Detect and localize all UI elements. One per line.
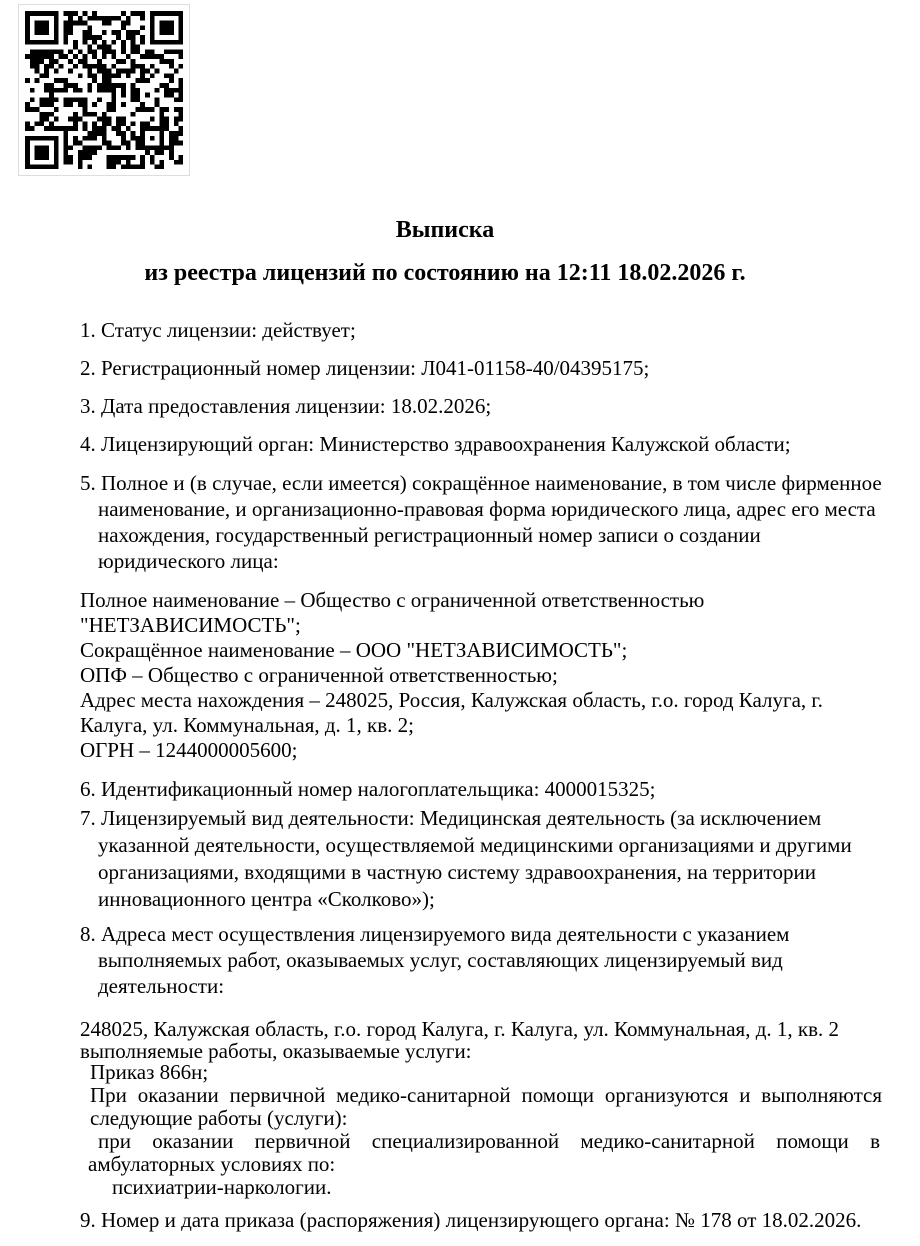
item-9-order-number-date: 9. Номер и дата приказа (распоряжения) лицензирующего органа: № 178 от 18.02.2026. — [80, 1208, 862, 1232]
item-1-license-status: 1. Статус лицензии: действует; — [80, 318, 356, 342]
qr-code — [18, 4, 190, 176]
order-reference: Приказ 866н; — [90, 1060, 209, 1084]
activity-address — [80, 1018, 839, 1062]
text-line: наименование, и организационно-правовая форма юридического лица, адрес его места — [98, 497, 876, 521]
works-services-label: выполняемые работы, оказываемые услуги: — [80, 1039, 472, 1063]
org-address-cont: Калуга, ул. Коммунальная, д. 1, кв. 2; — [80, 713, 415, 737]
item-6-inn: 6. Идентификационный номер налогоплательщика: 4000015325; — [80, 777, 656, 801]
item-4-licensing-authority: 4. Лицензирующий орган: Министерство здравоохранения Калужской области; — [80, 432, 791, 456]
service-line-justified: при оказании первичной специализированной медико-санитарной помощи в — [98, 1129, 880, 1153]
organization-details — [80, 588, 823, 763]
text-line: 8. Адреса мест осуществления лицензируемого вида деятельности с указанием — [80, 922, 790, 946]
document-subtitle: из реестра лицензий по состоянию на 12:11 18.02.2026 г. — [144, 260, 746, 286]
item-2-registration-number: 2. Регистрационный номер лицензии: Л041-01158-40/04395175; — [80, 356, 650, 380]
service-line: следующие работы (услуги): — [90, 1106, 348, 1130]
org-full-name: Полное наименование – Общество с ограниченной ответственностью — [80, 588, 705, 612]
org-address: Адрес места нахождения – 248025, Россия, Калужская область, г.о. город Калуга, г. — [80, 688, 823, 712]
services-list — [88, 1061, 882, 1199]
item-3-grant-date: 3. Дата предоставления лицензии: 18.02.2026; — [80, 394, 492, 418]
text-line: 7. Лицензируемый вид деятельности: Медицинская деятельность (за исключением — [80, 806, 822, 830]
text-line: деятельности: — [98, 974, 225, 998]
service-line-justified: При оказании первичной медико-санитарной помощи организуются и выполняются — [90, 1083, 882, 1107]
text-line: организациями, входящими в частную систему здравоохранения, на территории — [98, 860, 816, 884]
text-line: указанной деятельности, осуществляемой медицинскими организациями и другими — [98, 833, 852, 857]
text-line: 5. Полное и (в случае, если имеется) сокращённое наименование, в том числе фирменное — [80, 471, 882, 495]
org-short-name: Сокращённое наименование – ООО "НЕТЗАВИСИМОСТЬ"; — [80, 638, 628, 662]
item-5-legal-entity-heading — [80, 470, 882, 574]
item-8-activity-addresses-heading — [80, 921, 789, 999]
item-7-licensed-activity — [80, 805, 852, 913]
text-line: юридического лица: — [98, 549, 279, 573]
service-specialty: психиатрии-наркологии. — [112, 1175, 332, 1199]
text-line: нахождения, государственный регистрационный номер записи о создании — [98, 523, 761, 547]
org-legal-form: ОПФ – Общество с ограниченной ответственностью; — [80, 663, 558, 687]
qr-code-image — [25, 11, 183, 169]
document-title: Выписка — [395, 217, 495, 243]
org-full-name-cont: "НЕТЗАВИСИМОСТЬ"; — [80, 613, 301, 637]
org-ogrn: ОГРН – 1244000005600; — [80, 738, 298, 762]
text-line: инновационного центра «Сколково»); — [98, 887, 435, 911]
address-line: 248025, Калужская область, г.о. город Калуга, г. Калуга, ул. Коммунальная, д. 1, кв. 2 — [80, 1017, 840, 1041]
text-line: выполняемых работ, оказываемых услуг, составляющих лицензируемый вид — [98, 948, 783, 972]
service-line: амбулаторных условиях по: — [88, 1152, 336, 1176]
